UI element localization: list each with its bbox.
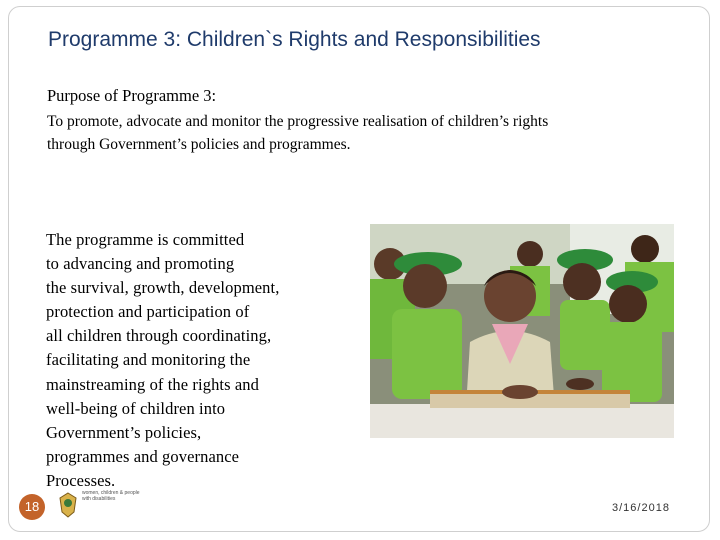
commitment-line: mainstreaming of the rights and <box>46 374 259 394</box>
page-number-badge: 18 <box>19 494 45 520</box>
group-photo <box>370 224 674 438</box>
slide-date: 3/16/2018 <box>612 502 670 514</box>
commitment-line: Processes. <box>46 470 116 490</box>
commitment-line: facilitating and monitoring the <box>46 350 251 370</box>
logo-text: women, children & people with disabilities <box>82 490 140 502</box>
commitment-line: protection and participation of <box>46 302 250 322</box>
page-title: Programme 3: Children`s Rights and Responsibilities <box>48 28 541 51</box>
purpose-heading: Purpose of Programme 3: <box>47 86 217 105</box>
commitment-line: well-being of children into <box>46 398 226 418</box>
purpose-text <box>47 110 687 156</box>
group-photo-icon <box>370 224 674 438</box>
commitment-line: The programme is committed <box>46 230 245 249</box>
purpose-line: through Government’s policies and programmes. <box>47 136 351 153</box>
purpose-line: To promote, advocate and monitor the progressive realisation of children’s rights <box>47 113 549 130</box>
ministry-logo <box>58 490 148 522</box>
commitment-line: programmes and governance <box>46 446 240 466</box>
commitment-text <box>46 228 356 493</box>
coat-of-arms-icon <box>58 492 78 518</box>
commitment-line: Government’s policies, <box>46 422 202 442</box>
commitment-line: to advancing and promoting <box>46 254 235 274</box>
commitment-line: all children through coordinating, <box>46 326 272 346</box>
commitment-line: the survival, growth, development, <box>46 278 280 298</box>
